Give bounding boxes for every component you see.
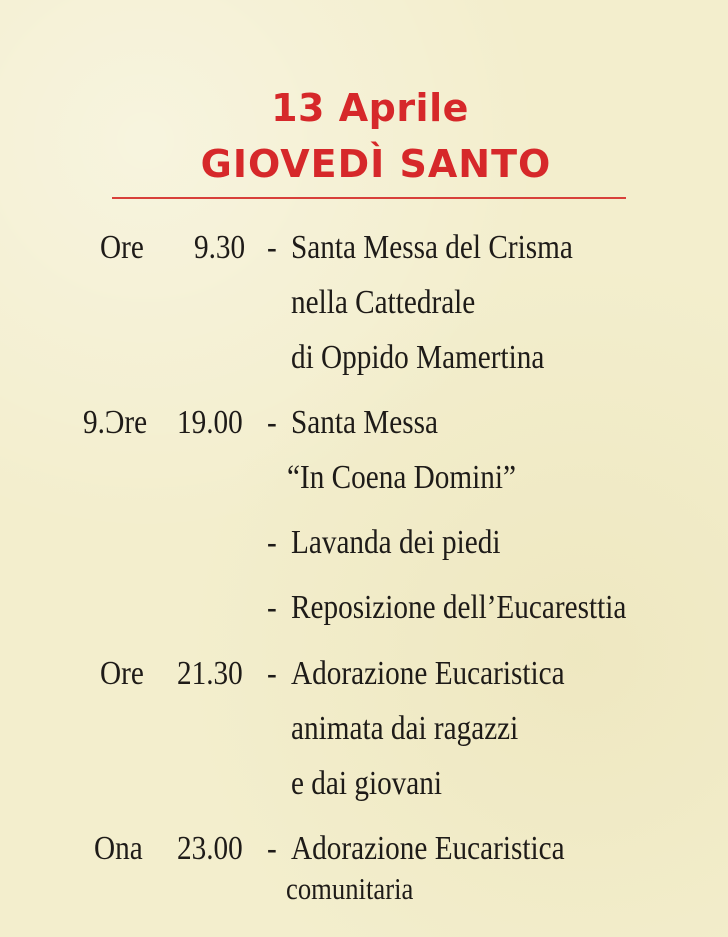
entry-2-line-2: “In Coena Domini” — [287, 459, 516, 496]
entry-3-prefix: Ore — [100, 655, 144, 692]
entry-1-prefix: Ore — [100, 229, 144, 266]
entry-3-line-3: e dai giovani — [291, 765, 443, 802]
entry-2-item-2: Lavanda dei piedi — [291, 524, 501, 561]
event-date: 13 Aprile — [271, 86, 469, 130]
entry-1-line-2: nella Cattedrale — [291, 284, 476, 321]
entry-2-dash-3: - — [267, 589, 277, 626]
entry-3-line-2: animata dai ragazzi — [291, 710, 519, 747]
entry-2-dash-2: - — [267, 524, 277, 561]
entry-4-prefix: Ona — [94, 830, 143, 867]
entry-1-line-1: Santa Messa del Crisma — [291, 229, 573, 266]
title-divider — [112, 197, 626, 199]
entry-2-time: 19.00 — [177, 404, 243, 441]
entry-3-line-1: Adorazione Eucaristica — [291, 655, 565, 692]
entry-4-line-1: Adorazione Eucaristica — [291, 830, 565, 867]
event-day-title: GIOVEDÌ SANTO — [200, 142, 552, 186]
entry-2-item-3: Reposizione dell’Eucaresttia — [291, 589, 627, 626]
entry-3-time: 21.30 — [177, 655, 243, 692]
entry-1-line-3: di Oppido Mamertina — [291, 339, 545, 376]
entry-3-dash: - — [267, 655, 277, 692]
entry-4-time: 23.00 — [177, 830, 243, 867]
entry-1-time: 9.30 — [194, 229, 246, 266]
entry-2-line-1: Santa Messa — [291, 404, 438, 441]
entry-4-line-2: comunitaria — [286, 871, 414, 906]
entry-2-dash: - — [267, 404, 277, 441]
entry-4-dash: - — [267, 830, 277, 867]
entry-2-prefix: 9.Ɔre — [83, 404, 148, 441]
entry-1-dash: - — [267, 229, 277, 266]
